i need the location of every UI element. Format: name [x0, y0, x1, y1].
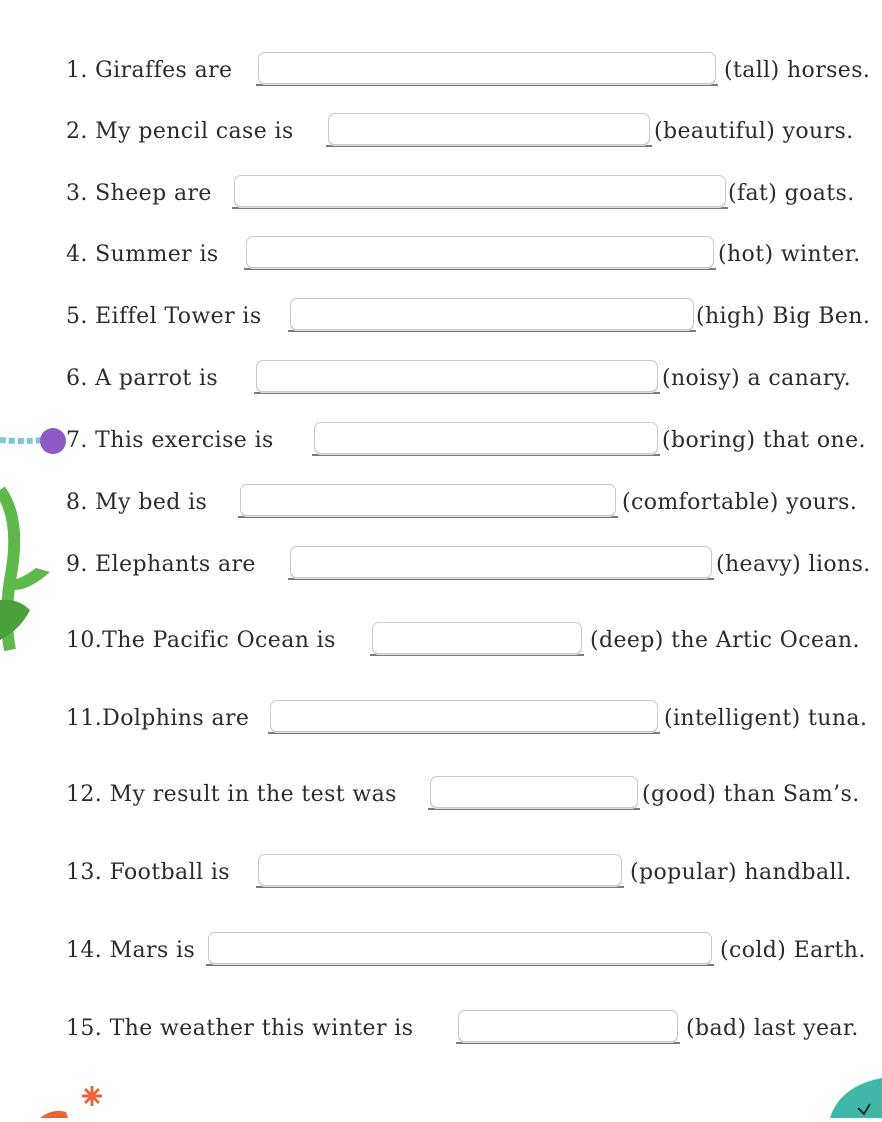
exercise-prompt: 3. Sheep are [66, 181, 212, 206]
answer-underline [256, 84, 718, 86]
answer-input[interactable] [240, 484, 616, 516]
exercise-hint: (hot) winter. [718, 242, 861, 267]
exercise-hint: (deep) the Artic Ocean. [590, 628, 860, 653]
answer-underline [312, 454, 660, 456]
exercise-item [0, 622, 882, 662]
exercise-hint: (intelligent) tuna. [664, 706, 868, 731]
orange-star-icon [40, 1082, 120, 1118]
exercise-hint: (tall) horses. [724, 58, 871, 83]
exercise-hint: (fat) goats. [728, 181, 855, 206]
teal-corner-decoration [830, 1078, 882, 1118]
exercise-hint: (popular) handball. [630, 860, 852, 885]
exercise-item [0, 113, 882, 153]
exercise-prompt: 8. My bed is [66, 490, 208, 515]
answer-underline [288, 578, 714, 580]
exercise-hint: (boring) that one. [662, 428, 866, 453]
exercise-hint: (noisy) a canary. [662, 366, 851, 391]
answer-input[interactable] [328, 113, 650, 145]
answer-underline [244, 268, 716, 270]
answer-input[interactable] [258, 854, 622, 886]
answer-input[interactable] [458, 1010, 678, 1042]
exercise-hint: (bad) last year. [686, 1016, 859, 1041]
answer-underline [206, 964, 714, 966]
answer-input[interactable] [270, 700, 658, 732]
exercise-item [0, 1010, 882, 1050]
exercise-item [0, 546, 882, 586]
exercise-prompt: 13. Football is [66, 860, 230, 885]
answer-input[interactable] [246, 236, 714, 268]
answer-underline [370, 654, 584, 656]
answer-input[interactable] [258, 52, 716, 84]
exercise-prompt: 15. The weather this winter is [66, 1016, 414, 1041]
answer-underline [254, 392, 660, 394]
exercise-hint: (cold) Earth. [720, 938, 866, 963]
exercise-hint: (good) than Sam’s. [642, 782, 860, 807]
answer-input[interactable] [372, 622, 582, 654]
answer-underline [326, 145, 652, 147]
answer-underline [456, 1042, 680, 1044]
exercise-item [0, 298, 882, 338]
exercise-prompt: 4. Summer is [66, 242, 219, 267]
exercise-item [0, 52, 882, 92]
answer-input[interactable] [430, 776, 638, 808]
answer-input[interactable] [290, 298, 694, 330]
answer-input[interactable] [234, 175, 726, 207]
answer-underline [428, 808, 640, 810]
exercise-item [0, 360, 882, 400]
exercise-item [0, 175, 882, 215]
answer-input[interactable] [256, 360, 658, 392]
answer-underline [288, 330, 696, 332]
exercise-prompt: 11.Dolphins are [66, 706, 250, 731]
exercise-hint: (comfortable) yours. [622, 490, 858, 515]
exercise-item [0, 776, 882, 816]
exercise-item [0, 422, 882, 462]
exercise-hint: (high) Big Ben. [696, 304, 871, 329]
answer-underline [238, 516, 618, 518]
exercise-item [0, 854, 882, 894]
answer-underline [268, 732, 660, 734]
exercise-prompt: 7. This exercise is [66, 428, 274, 453]
exercise-prompt: 10.The Pacific Ocean is [66, 628, 336, 653]
exercise-item [0, 236, 882, 276]
exercise-item [0, 932, 882, 972]
exercise-prompt: 2. My pencil case is [66, 119, 294, 144]
answer-input[interactable] [314, 422, 658, 454]
exercise-hint: (heavy) lions. [716, 552, 871, 577]
exercise-prompt: 14. Mars is [66, 938, 196, 963]
exercise-item [0, 484, 882, 524]
exercise-prompt: 1. Giraffes are [66, 58, 233, 83]
exercise-prompt: 6. A parrot is [66, 366, 219, 391]
exercise-prompt: 12. My result in the test was [66, 782, 397, 807]
exercise-prompt: 9. Elephants are [66, 552, 256, 577]
answer-underline [256, 886, 624, 888]
exercise-item [0, 700, 882, 740]
answer-input[interactable] [290, 546, 712, 578]
exercise-prompt: 5. Eiffel Tower is [66, 304, 262, 329]
answer-underline [232, 207, 728, 209]
answer-input[interactable] [208, 932, 712, 964]
exercise-hint: (beautiful) yours. [654, 119, 854, 144]
